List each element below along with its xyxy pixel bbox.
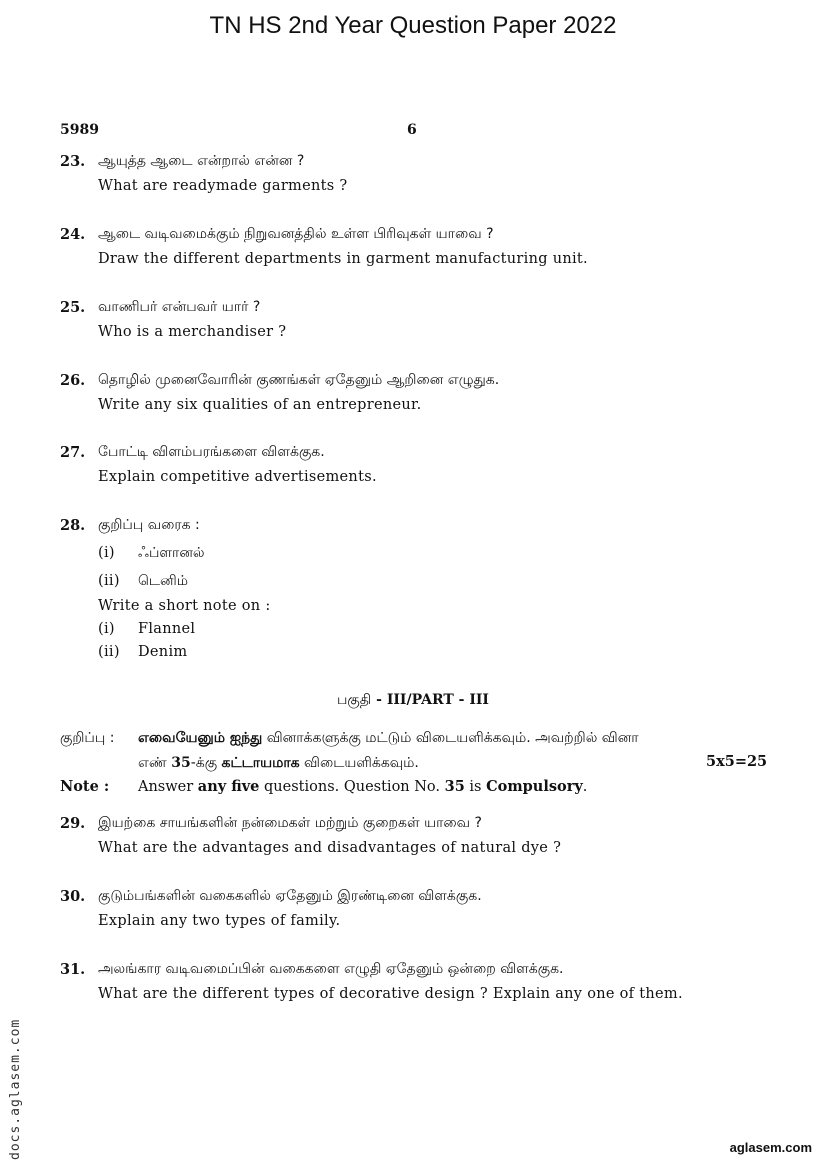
question-text-english: Write a short note on : (98, 598, 271, 614)
question-number: 24. (60, 226, 86, 243)
instruction-line-tamil-2 (138, 755, 419, 773)
question-text-tamil: ஆயுத்த ஆடை என்றால் என்ன ? (98, 153, 305, 169)
question-number: 27. (60, 444, 86, 461)
question-text-english: Write any six qualities of an entrepreneur. (98, 397, 422, 413)
question-text-tamil: குடும்பங்களின் வகைகளில் ஏதேனும் இரண்டினை விளக்குக. (98, 888, 482, 904)
instruction-text: எண் (138, 755, 172, 771)
page-banner: TN HS 2nd Year Question Paper 2022 (209, 12, 617, 39)
question-text-tamil: குறிப்பு வரைக : (98, 517, 200, 533)
part-heading (0, 692, 826, 710)
question-text-tamil: தொழில் முனைவோரின் குணங்கள் ஏதேனும் ஆறினை எழுதுக. (98, 372, 500, 388)
instruction-text: விடையளிக்கவும். (299, 755, 419, 771)
side-watermark: docs.aglasem.com (8, 1018, 23, 1160)
question-text-tamil: இயற்கை சாயங்களின் நன்மைகள் மற்றும் குறைகள் யாவை ? (98, 815, 482, 831)
sub-item-label: (i) (98, 621, 115, 637)
instruction-emphasis: கட்டாயமாக (221, 755, 300, 771)
sub-item-tamil: டெனிம் (138, 573, 189, 589)
footer-watermark: aglasem.com (729, 1140, 812, 1155)
question-number: 30. (60, 888, 86, 905)
question-text-english: What are the advantages and disadvantages of natural dye ? (98, 840, 562, 856)
question-text-english: Draw the different departments in garment manufacturing unit. (98, 251, 588, 267)
instruction-text: -க்கு (190, 755, 222, 771)
sub-item-english: Flannel (138, 621, 196, 637)
paper-code: 5989 (60, 122, 99, 138)
question-text-tamil: போட்டி விளம்பரங்களை விளக்குக. (98, 444, 325, 460)
part-heading-tamil: பகுதி (337, 692, 372, 708)
question-text-tamil: வாணிபர் என்பவர் யார் ? (98, 299, 261, 315)
question-text-tamil: அலங்கார வடிவமைப்பின் வகைகளை எழுதி ஏதேனும் ஒன்றை விளக்குக. (98, 961, 564, 977)
instruction-text: is (464, 779, 487, 795)
instruction-text: வினாக்களுக்கு மட்டும் விடையளிக்கவும். அவற்றில் வினா (262, 730, 639, 746)
question-text-english: What are the different types of decorative design ? Explain any one of them. (98, 986, 683, 1002)
question-text-english: What are readymade garments ? (98, 178, 348, 194)
part-heading-english: - III/PART - III (371, 692, 489, 708)
instruction-text: questions. Question No. (259, 779, 445, 795)
instruction-label-english: Note : (60, 778, 110, 795)
instruction-text: Answer (138, 779, 198, 795)
question-text-english: Explain any two types of family. (98, 913, 341, 929)
instruction-label-tamil: குறிப்பு : (60, 730, 115, 746)
instruction-line-english (138, 778, 587, 795)
question-text-english: Explain competitive advertisements. (98, 469, 377, 485)
question-number: 31. (60, 961, 86, 978)
sub-item-english: Denim (138, 644, 188, 660)
instruction-line-tamil-1 (138, 730, 639, 748)
question-text-english: Who is a merchandiser ? (98, 324, 287, 340)
marks-allocation: 5x5=25 (706, 753, 768, 770)
instruction-emphasis: 35 (171, 755, 191, 771)
sub-item-label: (ii) (98, 644, 120, 660)
instruction-emphasis: எவையேனும் ஐந்து (138, 730, 263, 746)
instruction-text: . (582, 779, 588, 795)
instruction-emphasis: any five (197, 778, 260, 795)
instruction-emphasis: 35 (444, 778, 465, 795)
sub-item-label: (i) (98, 545, 115, 561)
question-number: 28. (60, 517, 86, 534)
question-number: 26. (60, 372, 86, 389)
question-number: 23. (60, 153, 86, 170)
question-text-tamil: ஆடை வடிவமைக்கும் நிறுவனத்தில் உள்ள பிரிவுகள் யாவை ? (98, 226, 494, 242)
instruction-emphasis: Compulsory (486, 778, 583, 795)
sub-item-tamil: ஃப்ளானல் (138, 545, 205, 561)
question-number: 29. (60, 815, 86, 832)
question-number: 25. (60, 299, 86, 316)
page-number: 6 (407, 122, 417, 138)
sub-item-label: (ii) (98, 573, 120, 589)
